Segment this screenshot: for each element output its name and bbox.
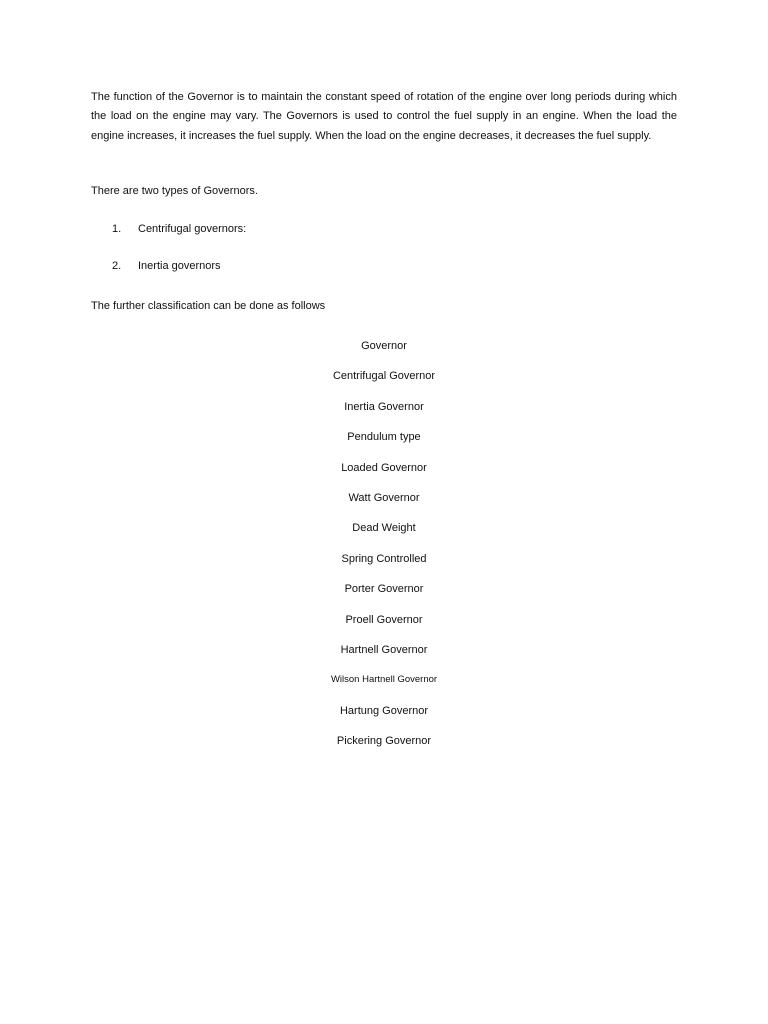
list-item — [112, 258, 412, 274]
list-label: Inertia governors — [138, 260, 221, 272]
classification-item: Wilson Hartnell Governor — [330, 674, 438, 686]
classification-item: Pickering Governor — [336, 735, 432, 748]
list-number: 1. — [112, 223, 122, 235]
classification-item: Pendulum type — [347, 431, 421, 444]
classification-item: Hartung Governor — [339, 704, 429, 717]
classification-item: Dead Weight — [352, 522, 416, 535]
list-number: 2. — [112, 260, 122, 272]
intro-paragraph: The function of the Governor is to maintain the constant speed of rotation of the engine over long periods during which the load on the engine may vary. The Governors is used to control the fuel supply in an engine. When the load the engine increases, it increases the fuel supply. When the load on the engine decreases, it decreases the fuel supply. — [91, 91, 677, 142]
list-item — [112, 221, 412, 237]
classification-item: Spring Controlled — [341, 552, 427, 565]
classification-item: Centrifugal Governor — [332, 370, 436, 383]
classification-item: Governor — [361, 340, 407, 352]
classification-item: Hartnell Governor — [340, 643, 428, 656]
classification-list — [234, 338, 534, 763]
classification-item: Watt Governor — [348, 491, 420, 504]
classification-item: Inertia Governor — [344, 400, 424, 413]
classification-item: Porter Governor — [344, 583, 424, 596]
classification-item: Loaded Governor — [341, 461, 427, 474]
types-intro: There are two types of Governors. — [91, 185, 258, 197]
list-label: Centrifugal governors: — [138, 223, 247, 235]
classification-intro: The further classification can be done as follows — [91, 300, 326, 312]
classification-item: Proell Governor — [345, 613, 423, 626]
